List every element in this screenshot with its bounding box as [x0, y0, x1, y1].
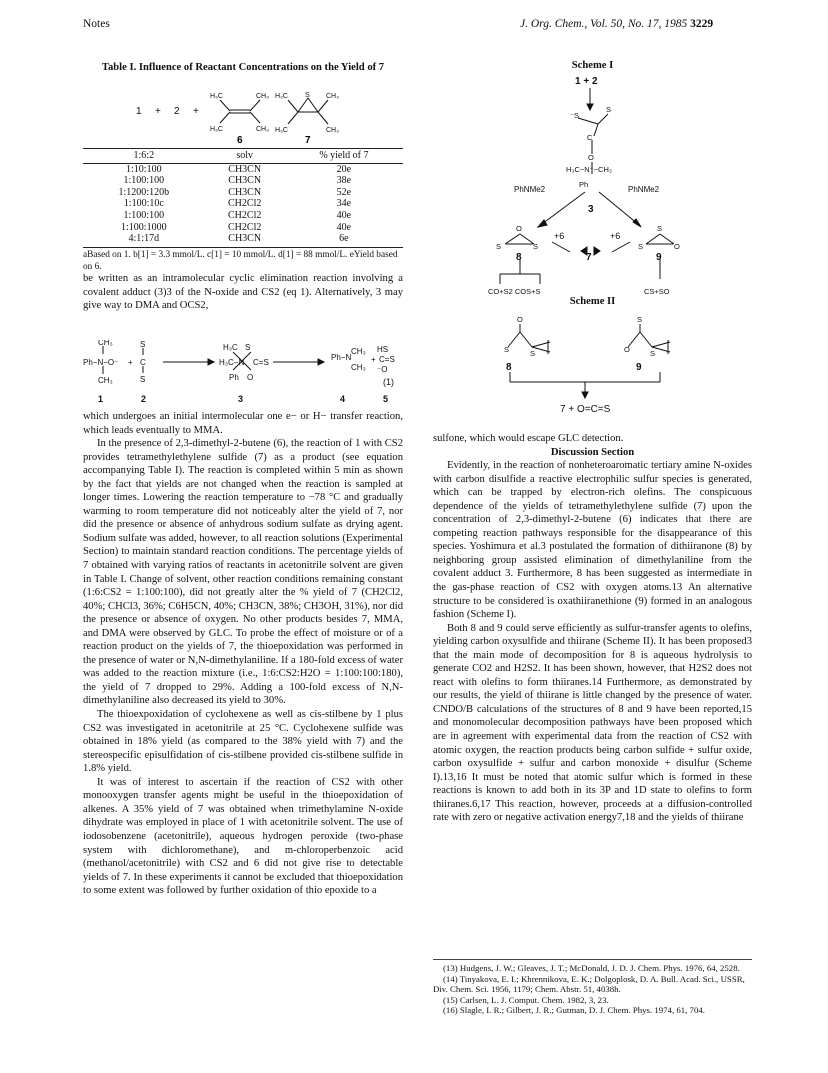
scheme-1-title: Scheme I — [571, 60, 614, 71]
eq-plus-1: + — [155, 106, 161, 117]
svg-text:S: S — [650, 349, 656, 358]
paragraph: be written as an intramolecular cyclic elimination reaction involving a covalent adduct (3)3 of the N-oxide and CS2 (eq 1). Alternatively, 3 may give way to DMA and OCS2, — [83, 273, 403, 312]
svg-text:CH₃: CH₃ — [98, 376, 113, 385]
left-column-body — [83, 410, 403, 898]
table-cell: 20e — [336, 163, 352, 175]
paragraph: Both 8 and 9 could serve efficiently as sulfur-transfer agents to olefins, yielding carbon oxysulfide and thiirane (Scheme II). It has been proposed3 that the main mode of decomposition for 8 is aqueous hydrolysis to generate CO2 and H2S2. It has been shown, however, that H2S2 does not react with olefins to form thiiranes.14 Furthermore, as demonstrated by our results, the yield of thiirane is little changed by the presence of water. CNDO/B calculations of the structures of 8 and 9 have been reported,15 and monomolecular decomposition pathways have been proposed which are in agreement with experimental data from the reaction of CS2 with atomic oxygen, the reaction products being carbon sulfide + sulfur oxide, carbon oxysulfide + sulfur and carbon monoxide + disulfur (Scheme I).13,16 It must be noted that atomic sulfur which is formed in these reactions is known to add both in its 3P and 1D state to olefins to form thiiranes.6,17 This reaction, however, proceeds at a diffusion-controlled rate with zero or negative activation energy7,18 and the yields of thiirane — [433, 622, 752, 824]
table-col-ratio: 1:6:2 — [83, 149, 205, 164]
svg-text:S: S — [496, 242, 502, 251]
eq-reactant-1: 1 — [136, 106, 142, 117]
scheme-1-right-products: CS+SO — [644, 287, 670, 296]
reference-item: (14) Tinyakova, E. I.; Khrennikova, E. K.; Dolgoplosk, D. A. Bull. Acad. Sci., USSR, Div. Chem. Sci. 1956, 1179; Chem. Abstr. 51, 4038h. — [433, 973, 745, 995]
svg-text:C: C — [587, 133, 593, 142]
svg-text:O: O — [674, 242, 680, 251]
svg-text:S: S — [245, 343, 251, 352]
table-cell: CH2Cl2 — [228, 209, 262, 221]
table-cell: CH3CN — [228, 175, 262, 187]
page-number: 3229 — [690, 18, 714, 30]
svg-text:H₃C−N: H₃C−N — [219, 358, 245, 367]
table-col-yield: % yield of 7 — [285, 149, 403, 164]
table-cell: 1:100:100 — [123, 175, 165, 187]
svg-text:+: + — [371, 355, 376, 364]
right-column-body — [433, 432, 752, 825]
svg-text:Ph−N−O⁻: Ph−N−O⁻ — [83, 358, 119, 367]
svg-text:⁻O: ⁻O — [377, 365, 388, 374]
scheme-1-compound-7: 7 — [586, 252, 592, 263]
scheme-1-compound-3: 3 — [588, 204, 594, 215]
svg-text:H₃C−N⁺−CH₃: H₃C−N⁺−CH₃ — [566, 165, 612, 174]
table-cell: 1:100:10c — [123, 198, 164, 210]
svg-text:H₃C: H₃C — [275, 93, 288, 100]
table-row — [83, 187, 403, 199]
svg-text:Ph−N: Ph−N — [331, 353, 352, 362]
svg-text:S: S — [637, 315, 643, 324]
svg-text:O: O — [588, 153, 594, 162]
scheme-1-compound-9: 9 — [656, 252, 662, 263]
svg-text:Ph: Ph — [579, 180, 589, 189]
table-row — [83, 233, 403, 247]
svg-text:O: O — [624, 345, 630, 354]
scheme-2-title: Scheme II — [569, 296, 616, 307]
section-heading: Discussion Section — [550, 446, 635, 458]
reference-item: (15) Carlsen, L. J. Comput. Chem. 1982, 3, 23. — [443, 994, 609, 1005]
running-header-left: Notes — [83, 18, 110, 30]
svg-text:HS: HS — [377, 345, 389, 354]
svg-text:O: O — [247, 373, 254, 382]
paragraph: In the presence of 2,3-dimethyl-2-butene (6), the reaction of 1 with CS2 provides tetramethylethylene sulfide (7) as a product (see equation accompanying Table I). The reaction is completed within 5 min as shown by the fact that yields are not changed when the reaction is sampled at longer times. Lowering the reaction temperature to −78 °C and gradually warming to room temperature did not noticeably alter the yield of 7, nor did the presence or absence of anhydrous sodium sulfate as drying agent. Sodium sulfate was added, however, to all reaction solutions (Experimental Section) to maintain standard reaction conditions. The percentage yields of 7 obtained with varying ratios of reactants in acetonitrile solvent are given in Table I. Change of solvent, other reaction conditions remaining constant (1:6:CS2 = 1:100:100), did not greatly alter the % yield of 7 (CH2Cl2, 40%; CHCl3, 36%; C6H5CN, 40%; CH3CN, 38%; CH3OH, 31%), nor did the presence or absence of oxygen. No other products besides 7, MMA, and DMA were observed by GLC. To probe the effect of moisture or of a reaction product on the yields of 7, the thioepoxidation was performed in the presence of water or N,N-dimethylaniline. If a 180-fold excess of water was added to the reaction mixture (i.e., 1:6:CS2:H2O = 1:100:100:180), the yield of 7 dropped to 29%. Adding a 100-fold excess of N,N-dimethylaniline also decreased its yield to 30%. — [83, 438, 403, 707]
svg-text:CH₃: CH₃ — [256, 93, 269, 100]
table-cell: 40e — [336, 221, 352, 233]
table-cell: 38e — [336, 175, 352, 187]
table-cell: 6e — [285, 233, 403, 247]
table-cell: CH3CN — [228, 186, 262, 198]
table-row — [83, 198, 403, 210]
svg-text:CH₃: CH₃ — [351, 363, 366, 372]
table-cell: CH2Cl2 — [228, 221, 262, 233]
svg-text:H₃C: H₃C — [223, 343, 238, 352]
svg-text:CH₃: CH₃ — [326, 93, 339, 100]
svg-text:S: S — [140, 375, 146, 384]
table-row — [83, 210, 403, 222]
svg-text:Ph: Ph — [229, 373, 239, 382]
svg-text:S: S — [140, 340, 146, 349]
svg-text:+: + — [128, 358, 133, 367]
paragraph: Evidently, in the reaction of nonheteroaromatic tertiary amine N-oxides with carbon disulfide a reactive electrophilic sulfur species is generated, which can be trapped by electron-rich olefins. The conspicuous dependence of the yields of tetramethylethylene sulfide (7) upon the concentration of 2,3-dimethyl-2-butene (6) indicates that there are competing reaction pathways responsible for the disappearance of this species. Yoshimura et al.3 postulated the formation of dithiiranone (8) by neighboring group assisted elimination of dimethylaniline from the covalent adduct 3. Furthermore, 8 has been suggested as intermediate in the gas-phase reaction of CS2 with oxygen atoms.13 An alternative structure to be considered is oxathiiranethione (9) formed in an analogous fashion (Scheme I). — [433, 460, 752, 621]
svg-text:O: O — [516, 224, 522, 233]
svg-text:S: S — [606, 105, 612, 114]
eq-compound-6: 6 — [237, 135, 243, 146]
references — [433, 959, 752, 1016]
eq1-compound-1: 1 — [98, 394, 104, 404]
paragraph: which undergoes an initial intermolecular one e− or H− transfer reaction, which leads eventually to MMA. — [83, 411, 403, 436]
table-cell: 40e — [336, 209, 352, 221]
journal-name: J. Org. Chem., — [520, 18, 588, 30]
table-col-solvent: solv — [205, 149, 285, 164]
alkene-6-structure — [220, 100, 260, 123]
eq1-compound-4: 4 — [340, 394, 346, 404]
eq-compound-7: 7 — [305, 135, 311, 146]
table-cell: CH3CN — [205, 233, 285, 247]
svg-text:CH₃: CH₃ — [326, 127, 339, 134]
table-row — [83, 222, 403, 234]
table-row — [83, 163, 403, 175]
table-cell: 1:100:1000 — [121, 221, 167, 233]
svg-text:S: S — [504, 345, 510, 354]
eq1-compound-2: 2 — [141, 394, 147, 404]
scheme-1-compound-8: 8 — [516, 252, 522, 263]
svg-text:H₃C: H₃C — [210, 126, 223, 133]
svg-text:C: C — [140, 358, 146, 367]
journal-volume: Vol. 50, — [590, 18, 625, 30]
table-cell: 4:1:17d — [83, 233, 205, 247]
scheme-1-left-products: CO+S2 COS+S — [488, 287, 541, 296]
svg-text:C=S: C=S — [253, 358, 269, 367]
table-cell: 1:10:100 — [126, 163, 162, 175]
scheme-2-compound-9: 9 — [636, 362, 642, 373]
table-title: Table I. Influence of Reactant Concentrations on the Yield of 7 — [101, 62, 385, 73]
table-header-row — [83, 149, 403, 164]
reference-item: (13) Hudgens, J. W.; Gleaves, J. T.; McDonald, J. D. J. Chem. Phys. 1976, 64, 2528. — [443, 963, 740, 973]
scheme-1-plus6-left: +6 — [554, 231, 565, 241]
scheme-1-right-reagent: PhNMe2 — [628, 185, 660, 194]
paragraph: It was of interest to ascertain if the reaction of CS2 with other monooxygen transfer agents might be useful in the thioepoxidation of alkenes. A 35% yield of 7 was obtained when trimethylamine N-oxide dihydrate was employed in place of 1 with acetonitrile solvent. The use of iodosobenzene (acetonitrile), aqueous hydrogen peroxide (two-phase system with dichloromethane), and m-chloroperbenzoic acid (methanol/acetonitrile) with CS2 and 6 did not give rise to detectable yields of 7. In these experiments it cannot be excluded that thioepoxidation to some extent was followed by further oxidation of thio epoxide to a — [83, 776, 403, 897]
table-cell: 1:1200:120b — [118, 186, 170, 198]
table-equation-structures — [100, 88, 380, 146]
table-cell: 52e — [336, 186, 352, 198]
scheme-1-diagram — [470, 74, 710, 296]
journal-issue: No. 17, 1985 — [627, 18, 688, 30]
thiirane-7-structure — [288, 98, 328, 124]
svg-text:CH₃: CH₃ — [256, 126, 269, 133]
paragraph: The thioexpoxidation of cyclohexene as well as cis-stilbene by 1 plus CS2 was investigated in acetonitrile at 25 °C. Cyclohexene sulfide was obtained in 18% yield (as compared to the 38% yield with 7) and the stereospecific episulfidation of cis-stilbene provided cis-stilbene sulfide in 1.8% yield. — [83, 709, 403, 775]
scheme-1-top-reactants: 1 + 2 — [575, 76, 598, 87]
equation-1 — [83, 340, 403, 410]
left-column-top — [83, 272, 403, 313]
scheme-2-diagram — [490, 312, 690, 422]
eq-reactant-2: 2 — [174, 106, 180, 117]
scheme-1-left-reagent: PhNMe2 — [514, 185, 546, 194]
svg-text:H₃C: H₃C — [210, 93, 223, 100]
running-header-right — [520, 18, 713, 30]
svg-text:⁻S: ⁻S — [570, 111, 579, 120]
svg-text:S: S — [533, 242, 539, 251]
table-footnotes: aBased on 1. b[1] = 3.3 mmol/L. c[1] = 10 mmol/L. d[1] = 88 mmol/L. eYield based on 6. — [83, 250, 398, 272]
table-cell: 1:100:100 — [123, 209, 165, 221]
scheme-2-compound-8: 8 — [506, 362, 512, 373]
svg-text:O: O — [517, 315, 523, 324]
paragraph: sulfone, which would escape GLC detection. — [433, 433, 624, 444]
table-cell: CH2Cl2 — [228, 198, 262, 210]
eq1-compound-5: 5 — [383, 394, 389, 404]
scheme-1-plus6-right: +6 — [610, 231, 621, 241]
eq1-compound-3: 3 — [238, 394, 244, 404]
reference-item: (16) Slagle, I. R.; Gilbert, J. R.; Gutman, D. J. Chem. Phys. 1974, 61, 704. — [443, 1005, 705, 1016]
table-1 — [83, 148, 403, 248]
table-cell: CH3CN — [228, 163, 262, 175]
table-cell: 34e — [336, 198, 352, 210]
scheme-2-products: 7 + O=C=S — [560, 404, 611, 415]
svg-text:S: S — [657, 224, 663, 233]
equation-1-label: (1) — [383, 377, 394, 387]
svg-text:S: S — [638, 242, 644, 251]
svg-text:S: S — [530, 349, 536, 358]
table-row — [83, 175, 403, 187]
eq-plus-2: + — [193, 106, 199, 117]
svg-text:S: S — [305, 92, 310, 99]
svg-text:C=S: C=S — [379, 355, 395, 364]
svg-text:CH₃: CH₃ — [351, 347, 366, 356]
svg-text:CH₃: CH₃ — [98, 340, 113, 347]
svg-text:H₃C: H₃C — [275, 127, 288, 134]
